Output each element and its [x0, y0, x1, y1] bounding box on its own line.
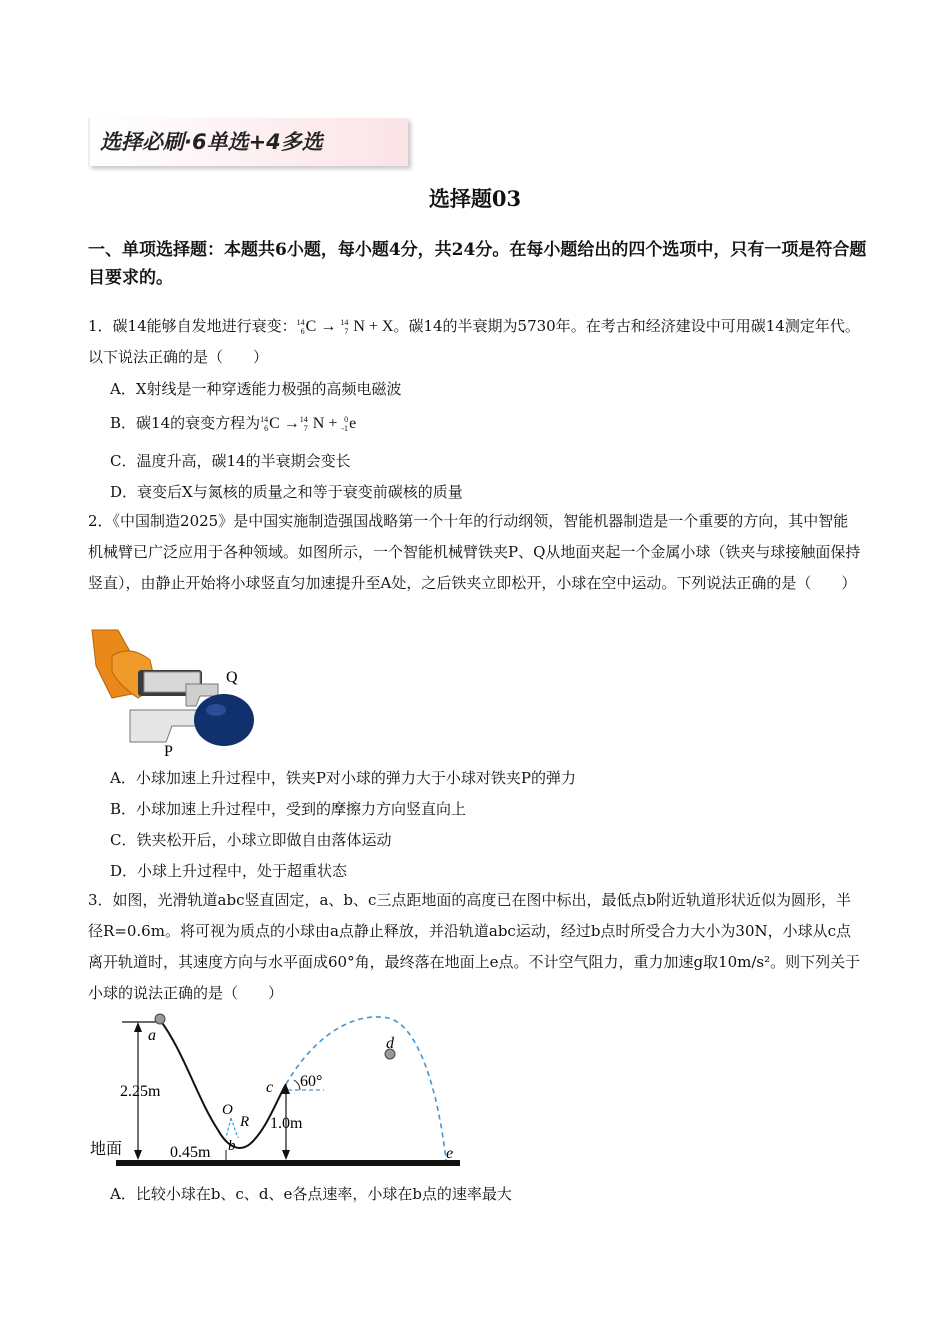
arrowhead-c-down — [282, 1150, 290, 1160]
clamp-jaw-p — [130, 710, 202, 742]
radius-line — [226, 1118, 231, 1138]
ground-label: 地面 — [90, 1141, 123, 1158]
angle-label: 60° — [300, 1073, 323, 1090]
section-heading: 一、单项选择题：本题共6小题，每小题4分，共24分。在每小题给出的四个选项中，只有一项是符合题目要求的。 — [88, 240, 867, 288]
point-e: e — [446, 1145, 454, 1162]
ground-line — [116, 1160, 460, 1166]
height-label-b: 0.45m — [170, 1144, 211, 1161]
q1-option-a[interactable]: A．X射线是一种穿透能力极强的高频电磁波 — [110, 380, 402, 398]
metal-ball-highlight — [206, 704, 226, 716]
point-b: b — [228, 1138, 236, 1154]
q3-option-a[interactable]: A．比较小球在b、c、d、e各点速率，小球在b点的速率最大 — [110, 1185, 512, 1203]
q2-option-c[interactable]: C．铁夹松开后，小球立即做自由落体运动 — [110, 831, 392, 849]
label-r: R — [240, 1114, 250, 1130]
arrowhead-a-down — [134, 1150, 142, 1160]
radius-line-2 — [231, 1118, 238, 1138]
q1-option-b-equation: 14 6C →14 7 N + 0 -1e — [260, 415, 357, 434]
q1-option-c[interactable]: C．温度升高，碳14的半衰期会变长 — [110, 452, 351, 470]
q1-option-b[interactable]: B．碳14的衰变方程为14 6C →14 7 N + 0 -1e — [110, 414, 357, 434]
q2-option-b[interactable]: B．小球加速上升过程中，受到的摩擦力方向竖直向上 — [110, 800, 467, 818]
q2-stem: 2．《中国制造2025》是中国实施制造强国战略第一个十年的行动纲领，智能机器制造是一个重要的方向，其中智能机械臂已广泛应用于各种领域。如图所示，一个智能机械臂铁夹P、Q从地面夹起一个金属小球（铁夹与球接触面保持竖直），由静止开始将小球竖直匀加速提升至A处，之后铁夹立即松开，小球在空中运动。下列说法正确的是（ ） — [88, 512, 861, 592]
banner-text: 选择必刷·6单选+4多选 — [100, 130, 323, 154]
point-a: a — [148, 1027, 156, 1044]
height-label-a: 2.25m — [120, 1083, 161, 1100]
q1-stem: 1．碳14能够自发地进行衰变：14 6C → 14 7 N + X。碳14的半衰期为5730年。在考古和经济建设中可用碳14测定年代。以下说法正确的是（ ） — [88, 317, 860, 366]
point-d: d — [386, 1035, 394, 1052]
track-figure — [88, 1010, 468, 1172]
page-title: 选择题03 — [428, 186, 522, 211]
q3-stem: 3．如图，光滑轨道abc竖直固定，a、b、c三点距地面的高度已在图中标出，最低点b附近轨道形状近似为圆形，半径R=0.6m。将可视为质点的小球由a点静止释放，并沿轨道abc运动，经过b点时所受合力大小为30N，小球从c点离开轨道时，其速度方向与水平面成60°角，最终落在地面上e点。不计空气阻力，重力加速g取10m/s²。则下列关于小球的说法正确的是（ ） — [88, 891, 861, 1002]
q2-option-a[interactable]: A．小球加速上升过程中，铁夹P对小球的弹力大于小球对铁夹P的弹力 — [110, 769, 577, 787]
q1-option-d[interactable]: D．衰变后X与氮核的质量之和等于衰变前碳核的质量 — [110, 483, 463, 501]
label-p: P — [164, 743, 173, 760]
q2-option-d[interactable]: D．小球上升过程中，处于超重状态 — [110, 862, 348, 880]
point-c: c — [266, 1079, 274, 1096]
arrowhead-a-up — [134, 1022, 142, 1032]
ball-a — [155, 1014, 165, 1024]
height-label-c: 1.0m — [270, 1115, 303, 1132]
metal-ball — [194, 694, 254, 746]
label-q: Q — [226, 669, 238, 686]
q1-decay-equation: 14 6C → 14 7 N + X — [296, 318, 394, 337]
section-banner — [88, 118, 408, 166]
point-o: O — [222, 1102, 233, 1118]
robot-arm-figure — [90, 626, 260, 760]
